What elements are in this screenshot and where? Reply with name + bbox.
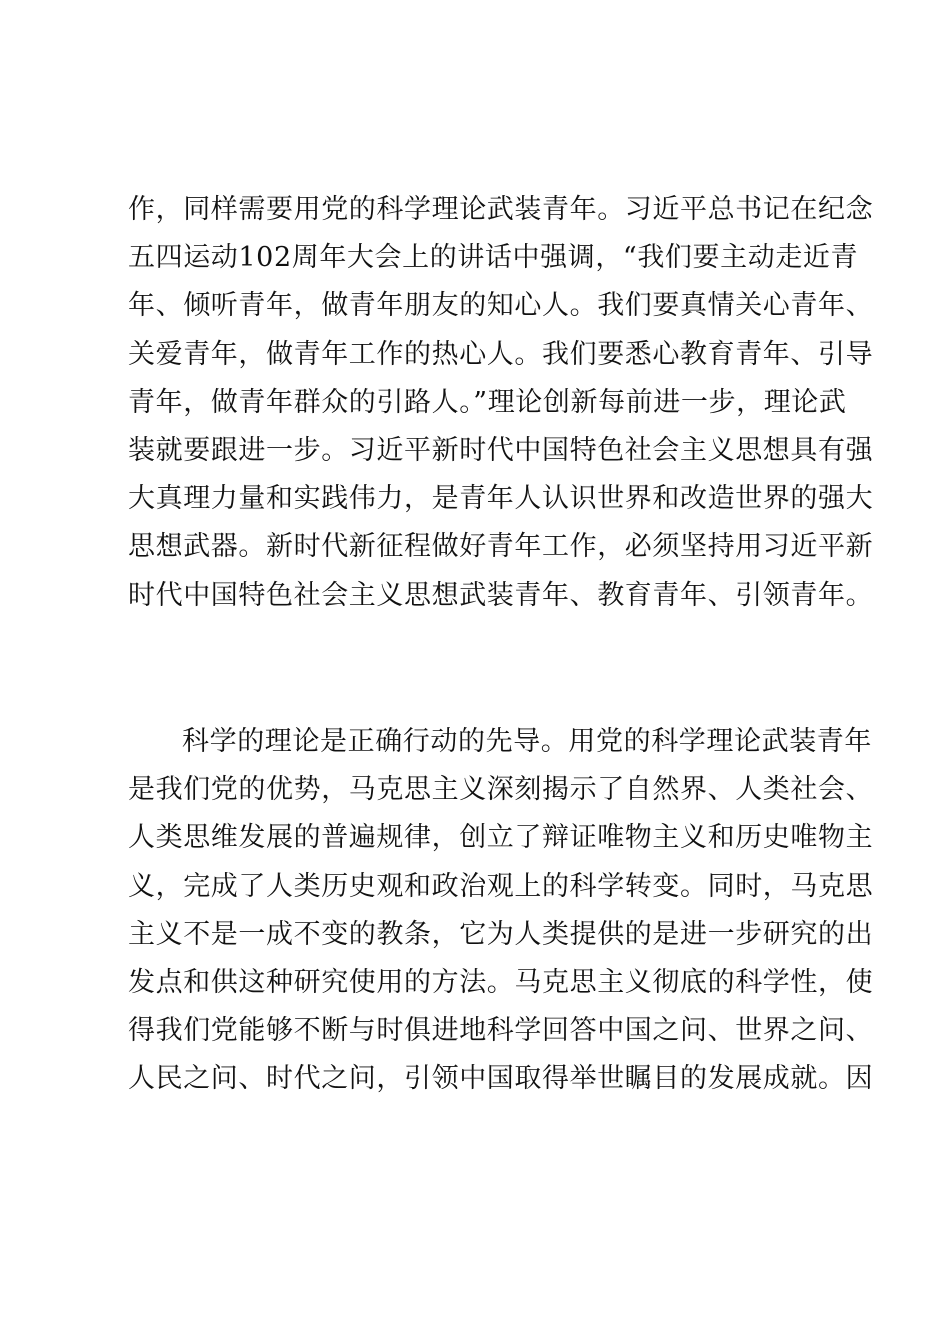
text-line: 思想武器。新时代新征程做好青年工作，必须坚持用习近平新 bbox=[128, 531, 874, 563]
text-line: 发点和供这种研究使用的方法。马克思主义彻底的科学性，使 bbox=[128, 966, 874, 998]
text-line: 作，同样需要用党的科学理论武装青年。习近平总书记在纪念 bbox=[128, 194, 874, 225]
text-line: 义，完成了人类历史观和政治观上的科学转变。同时，马克思 bbox=[128, 870, 874, 902]
text-line: 年、倾听青年，做青年朋友的知心人。我们要真情关心青年、 bbox=[128, 290, 874, 322]
text-line: 主义不是一成不变的教条，它为人类提供的是进一步研究的出 bbox=[128, 918, 874, 950]
text-line: 得我们党能够不断与时俱进地科学回答中国之问、世界之问、 bbox=[128, 1015, 874, 1047]
text-line: 科学的理论是正确行动的先导。用党的科学理论武装青年 bbox=[182, 726, 872, 757]
text-line: 关爱青年，做青年工作的热心人。我们要悉心教育青年、引导 bbox=[128, 338, 874, 370]
text-line: 装就要跟进一步。习近平新时代中国特色社会主义思想具有强 bbox=[128, 434, 874, 466]
text-line: 人类思维发展的普遍规律，创立了辩证唯物主义和历史唯物主 bbox=[128, 822, 874, 854]
text-line: 时代中国特色社会主义思想武装青年、教育青年、引领青年。 bbox=[128, 579, 874, 611]
text-line: 青年，做青年群众的引路人。”理论创新每前进一步，理论武 bbox=[128, 386, 847, 418]
paragraph-1 bbox=[128, 186, 874, 620]
text-line: 大真理力量和实践伟力，是青年人认识世界和改造世界的强大 bbox=[128, 483, 874, 515]
text-line: 五四运动102周年大会上的讲话中强调，“我们要主动走近青 bbox=[128, 242, 859, 274]
text-line: 人民之问、时代之问，引领中国取得举世瞩目的发展成就。因 bbox=[128, 1063, 874, 1095]
paragraph-2 bbox=[128, 718, 874, 1104]
text-line: 是我们党的优势，马克思主义深刻揭示了自然界、人类社会、 bbox=[128, 774, 874, 806]
